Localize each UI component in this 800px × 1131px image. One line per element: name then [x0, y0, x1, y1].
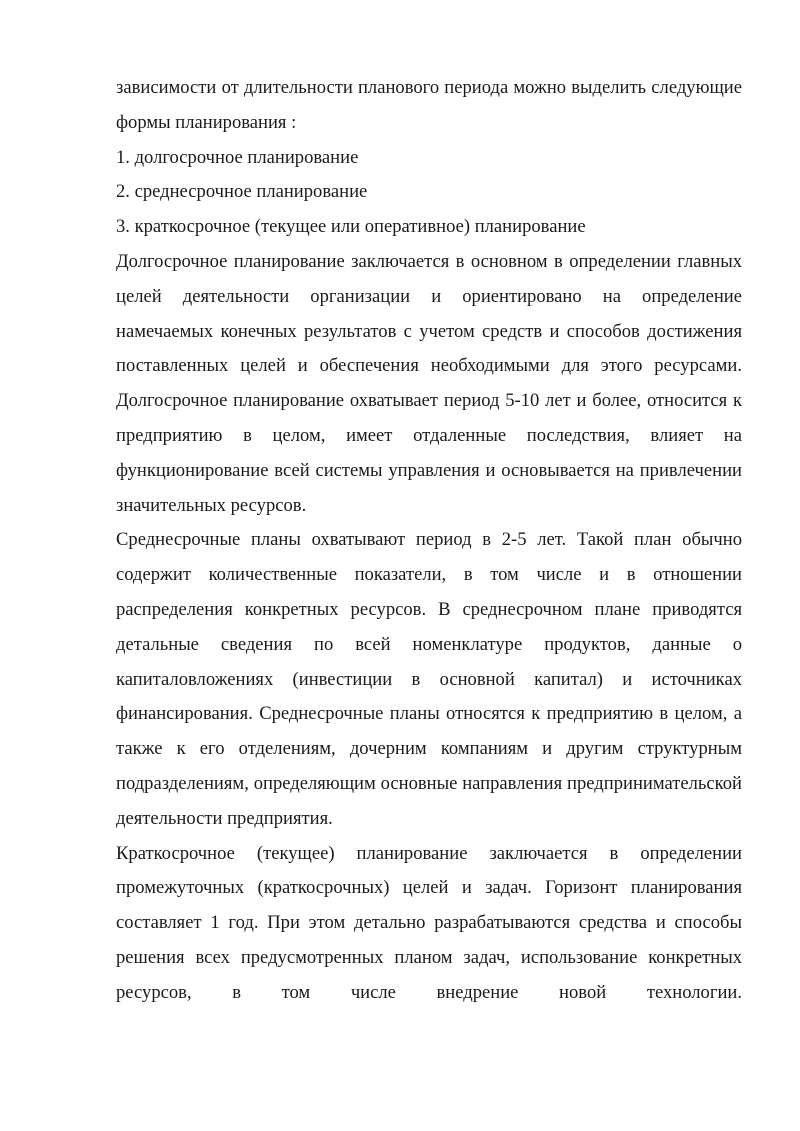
paragraph-mid-term: Среднесрочные планы охватывают период в 2-5 лет. Такой план обычно содержит количественные показатели, в том числе и в отношении распределения конкретных ресурсов. В среднесрочном плане приводятся детальные сведения по всей номенклатуре продуктов, данные о капиталовложениях (инвестиции в основной капитал) и источниках финансирования. Среднесрочные планы относятся к предприятию в целом, а также к его отделениям, дочерним компаниям и другим структурным подразделениям, определяющим основные направления предпринимательской деятельности предприятия.	[116, 529, 742, 829]
paragraph-short-term: Краткосрочное (текущее) планирование заключается в определении промежуточных (краткосрочных) целей и задач. Горизонт планирования составляет 1 год. При этом детально разрабатываются средства и способы решения всех предусмотренных планом задач, использование конкретных ресурсов, в том числе внедрение новой технологии.	[116, 842, 742, 1003]
list-item-long-term: 1. долгосрочное планирование	[116, 146, 359, 168]
paragraph-long-term: Долгосрочное планирование заключается в основном в определении главных целей деятельности организации и ориентировано на определение намечаемых конечных результатов с учетом средств и способов достижения поставленных целей и обеспечения необходимыми для этого ресурсами. Долгосрочное планирование охватывает период 5-10 лет и более, относится к предприятию в целом, имеет отдаленные последствия, влияет на функционирование всей системы управления и основывается на привлечении значительных ресурсов.	[116, 250, 742, 516]
list-item-mid-term: 2. среднесрочное планирование	[116, 181, 368, 203]
document-body	[116, 71, 742, 1011]
list-item-short-term: 3. краткосрочное (текущее или оперативное) планирование	[116, 216, 586, 238]
intro-paragraph: зависимости от длительности планового периода можно выделить следующие формы планирования :	[116, 77, 742, 133]
